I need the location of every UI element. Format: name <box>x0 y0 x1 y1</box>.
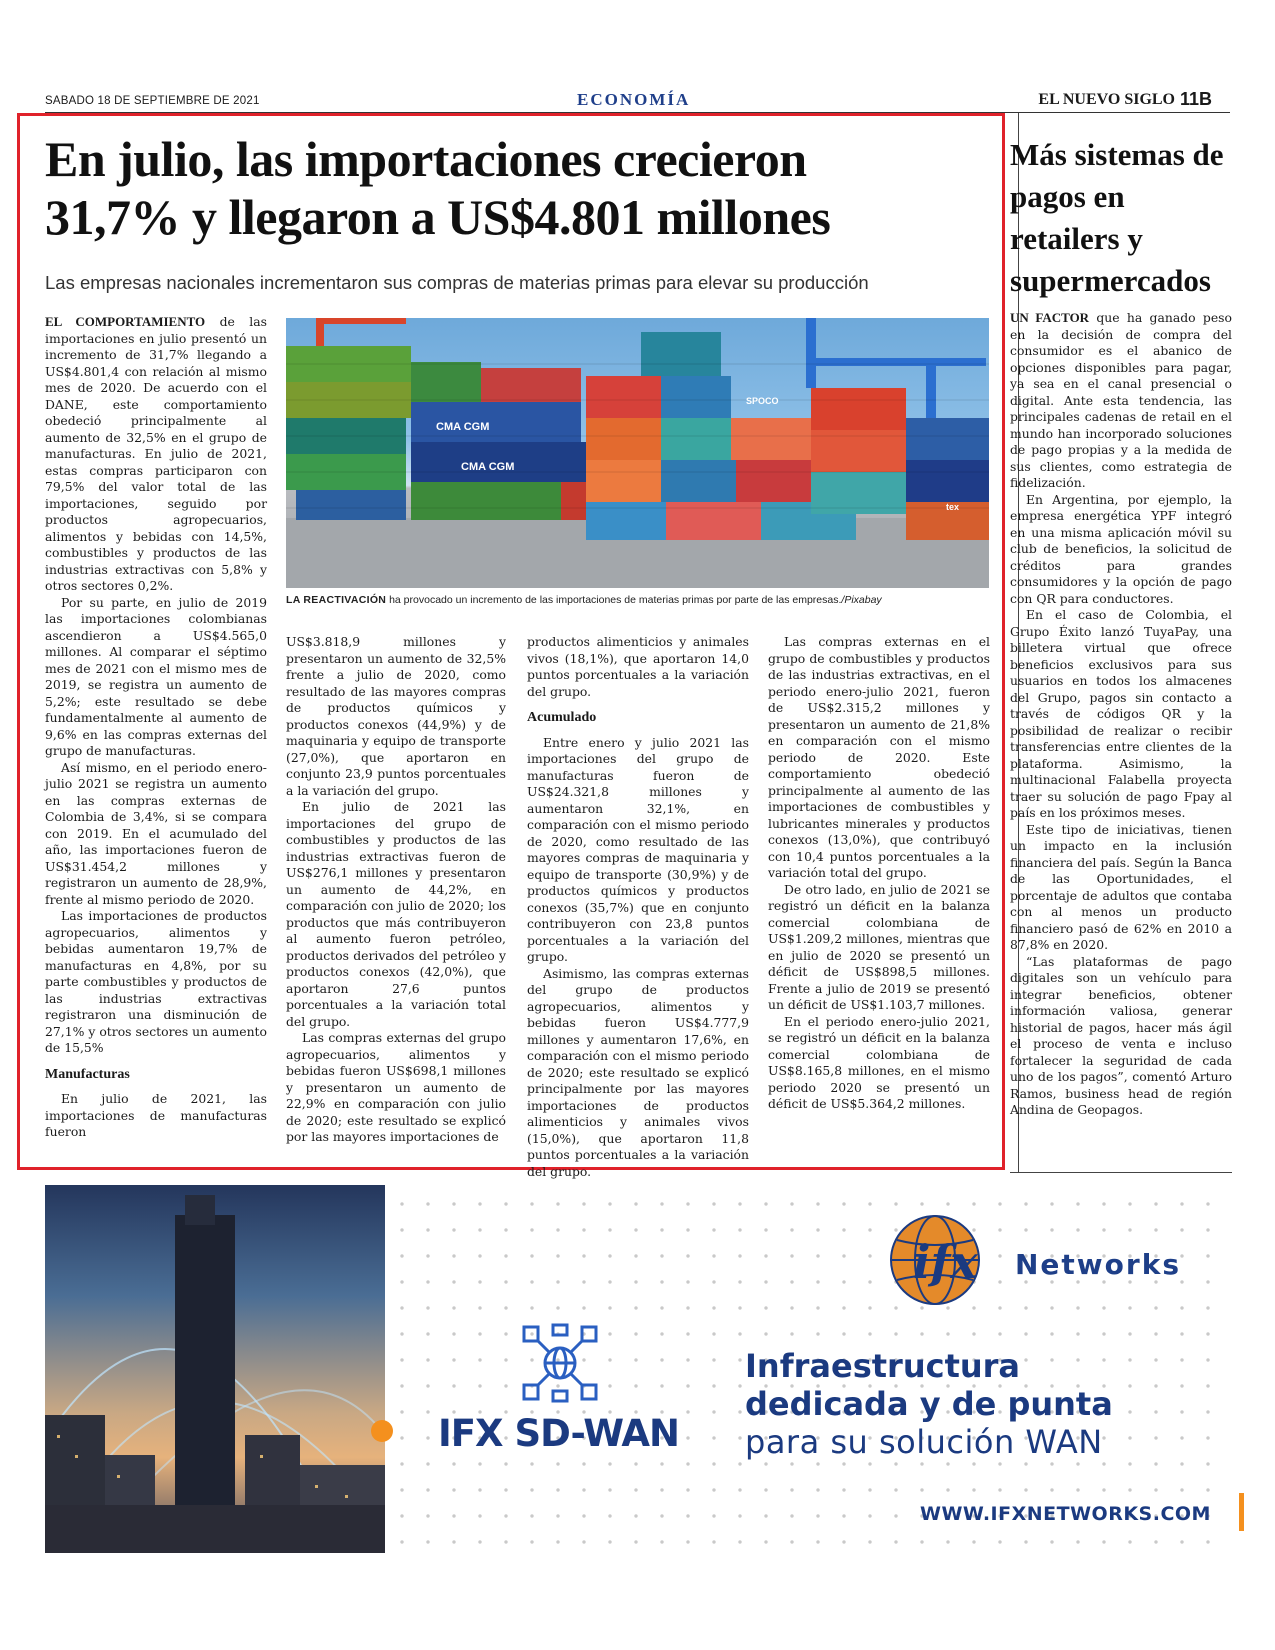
product-name: IFX SD-WAN <box>438 1412 679 1455</box>
sidebar-body <box>1010 310 1232 1119</box>
paragraph: Asimismo, las compras externas del grupo de productos agropecuarios, alimentos y bebidas fueron US$4.777,9 millones y aumentaron 17,6%, en comparación con el mismo periodo de 2020; este resultado se explicó principalmente por las mayores importaciones de productos alimenticios y animales vivos (15,0%), que aportaron 11,8 puntos porcentuales a la variación del grupo. <box>527 965 749 1179</box>
sidebar-lead-in: UN FACTOR <box>1010 310 1090 325</box>
issue-date: SABADO 18 DE SEPTIEMBRE DE 2021 <box>45 95 260 107</box>
paragraph: Así mismo, en el periodo enero-julio 2021 se registra un aumento en las compras externas de Colombia de 3,4%, si se compara con 2019. En el acumulado del año, las importaciones fueron de US$31.454,2 millones y registraron un aumento de 28,9%, frente al mismo periodo de 2020. <box>45 759 267 907</box>
svg-text:CMA CGM: CMA CGM <box>436 421 490 433</box>
paragraph: UN FACTOR que ha ganado peso en la decisión de compra del consumidor es el abanico de opciones disponibles para pagar, ya sea en el canal presencial o digital. Ante esta tendencia, las principales cadenas de retail en el mundo han incorporado soluciones de pago propias y a la medida de sus clientes, como estrategia de fidelización. <box>1010 310 1233 490</box>
headline-line-1: En julio, las importaciones crecieron <box>45 131 807 187</box>
ad-headline <box>745 1347 1113 1461</box>
ad-headline-line-2: dedicada y de punta <box>745 1385 1113 1423</box>
sd-wan-network-icon <box>520 1323 600 1403</box>
sidebar-bottom-rule <box>1010 1172 1232 1173</box>
lead-in: EL COMPORTAMIENTO <box>45 314 206 329</box>
ad-headline-line-1: Infraestructura <box>745 1347 1021 1385</box>
paragraph: “Las plataformas de pago digitales son un vehículo para integrar beneficios, obtener información valiosa, generar historial de pagos, hacer más ágil el proceso de venta e incluso fortalecer la seguridad de cada uno de los pagos”, comentó Arturo Ramos, business head de región Andina de Geopagos. <box>1010 953 1232 1117</box>
sidebar-headline: Más sistemas de pagos en retailers y supermercados <box>1010 137 1224 298</box>
section-name: ECONOMÍA <box>577 90 691 109</box>
article-column-4 <box>768 634 990 1113</box>
svg-text:SPOCO: SPOCO <box>746 396 779 406</box>
caption-lead: LA REACTIVACIÓN <box>286 594 387 606</box>
subheading-acumulado: Acumulado <box>527 710 597 725</box>
paragraph: Las importaciones de productos agropecuarios, alimentos y bebidas aumentaron 19,7% de manufacturas en 4,8%, por su parte combustibles y productos de las industrias extractivas registraron una disminución de 27,1% y otros sectores un aumento de 15,5% <box>45 908 267 1055</box>
svg-text:CMA CGM: CMA CGM <box>461 461 515 473</box>
ad-headline-line-3: para su solución WAN <box>745 1423 1103 1461</box>
accent-dot <box>371 1420 393 1442</box>
url-accent-bar <box>1239 1493 1244 1531</box>
photo-credit: /Pixabay <box>841 594 882 606</box>
paragraph: En el periodo enero-julio 2021, se registró un déficit en la balanza comercial colombiana de US$8.165,8 millones, en el mismo periodo 2020 se presentó un déficit de US$5.364,2 millones. <box>768 1013 990 1111</box>
shipping-containers-photo <box>286 318 989 588</box>
article-deck: Las empresas nacionales incrementaron sus compras de materias primas para elevar su producción <box>45 272 869 293</box>
ifx-globe-logo-icon <box>885 1210 985 1310</box>
paragraph: productos alimenticios y animales vivos (18,1%), que aportaron 14,0 puntos porcentuales a la variación del grupo. <box>527 634 749 699</box>
ifx-brand-name: Networks <box>1015 1248 1182 1281</box>
photo-caption: LA REACTIVACIÓN ha provocado un incremento de las importaciones de materias primas por parte de las empresas./Pixabay <box>286 594 882 606</box>
paragraph: En julio de 2021, las importaciones de manufacturas fueron <box>45 1091 267 1139</box>
page-number: 11B <box>1180 89 1213 109</box>
ad-city-skyline-image <box>45 1185 385 1553</box>
paragraph: Las compras externas del grupo agropecuarios, alimentos y bebidas fueron US$698,1 millones y presentaron un aumento de 22,9% en comparación con julio de 2020; este resultado se explicó por las mayores importaciones de <box>286 1030 506 1144</box>
paragraph: Entre enero y julio 2021 las importaciones del grupo de manufacturas fueron de US$24.321,8 millones y aumentaron 32,1%, en comparación con el mismo periodo de 2020, como resultado de las mayores compras de maquinaria y equipo de transporte (30,9%) y de productos químicos y productos conexos (35,7%) que en conjunto contribuyeron con 23,8 puntos porcentuales a la variación del grupo. <box>527 734 749 964</box>
article-column-3 <box>527 634 749 1180</box>
article-headline <box>45 130 985 246</box>
paragraph: EL COMPORTAMIENTO de las importaciones en julio presentó un incremento de 31,7% llegando a US$4.801,4 con relación al mismo mes de 2020. De acuerdo con el DANE, este comportamiento obedeció principalmente al aumento de 32,5% en el grupo de manufacturas. En julio de 2021, estas compras participaron con 79,5% del valor total de las importaciones, seguido por productos agropecuarios, alimentos y bebidas con 14,5%, combustibles y productos de las industrias extractivas con 5,8% y otros sectores 0,2%. <box>45 314 267 593</box>
svg-text:ifx: ifx <box>913 1235 978 1289</box>
paragraph: En Argentina, por ejemplo, la empresa energética YPF integró en una misma aplicación móvil su club de beneficios, la solicitud de créditos para grandes consumidores y la opción de pago con QR para conductores. <box>1010 491 1232 606</box>
paragraph: De otro lado, en julio de 2021 se registró un déficit en la balanza comercial colombiana de US$1.209,2 millones, mientras que en julio de 2020 se presentó un déficit de US$898,5 millones. Frente a julio de 2019 se presentó un déficit de US$1.103,7 millones. <box>768 881 990 1012</box>
headline-line-2: 31,7% y llegaron a US$4.801 millones <box>45 189 831 245</box>
paragraph: Por su parte, en julio de 2019 las importaciones colombianas ascendieron a US$4.565,0 millones. Al comparar el séptimo mes de 2021 con el mismo mes de 2019, se registra un aumento de 5,2%; este resultado se debe fundamentalmente al aumento de 9,6% en las compras externas del grupo de manufacturas. <box>45 594 267 758</box>
paragraph: US$3.818,9 millones y presentaron un aumento de 32,5% frente a julio de 2020, como resultado de las mayores compras de productos químicos y productos conexos (44,9%) y de maquinaria y equipo de transporte (27,0%), que aportaron en conjunto 23,9 puntos porcentuales a la variación del grupo. <box>286 634 506 798</box>
article-column-1 <box>45 314 267 1141</box>
newspaper-name: EL NUEVO SIGLO <box>1038 91 1175 108</box>
ad-website-link[interactable]: WWW.IFXNETWORKS.COM <box>920 1503 1211 1525</box>
paragraph: Este tipo de iniciativas, tienen un impacto en la inclusión financiera del país. Según la Banca de las Oportunidades, el porcentaje de adultos que contaba con al menos un producto financiero pasó de 62% en 2010 a 87,8% en 2020. <box>1010 821 1232 952</box>
paragraph: En julio de 2021 las importaciones del grupo de combustibles y productos de las industrias extractivas fueron de US$276,1 millones y presentaron un aumento de 44,2%, en comparación con julio de 2020; los productos que más contribuyeron al aumento fueron petróleo, productos derivados del petróleo y productos conexos (42,0%), que aportaron 27,6 puntos porcentuales a la variación total del grupo. <box>286 799 506 1029</box>
article-column-2 <box>286 634 506 1146</box>
paragraph: En el caso de Colombia, el Grupo Éxito lanzó TuyaPay, una billetera virtual que ofrece beneficios exclusivos para sus usuarios en todos los almacenes del Grupo, pagos sin contacto a través de códigos QR y la posibilidad de realizar o recibir transferencias entre clientes de la plataforma. Asimismo, la multinacional Falabella proyecta traer su solución de pago Fpay al país en los próximos meses. <box>1010 607 1232 820</box>
subheading-manufacturas: Manufacturas <box>45 1066 130 1082</box>
paragraph: Las compras externas en el grupo de combustibles y productos de las industrias extractivas, en el periodo enero-julio 2021, fueron de US$2.315,2 millones y presentaron un aumento de 21,8% en comparación con el mismo periodo de 2020. Este comportamiento obedeció principalmente al aumento de las importaciones de combustibles y lubricantes minerales y productos conexos (13,0%), que contribuyó con 10,4 puntos porcentuales a la variación total del grupo. <box>768 634 990 880</box>
svg-text:tex: tex <box>946 502 960 512</box>
